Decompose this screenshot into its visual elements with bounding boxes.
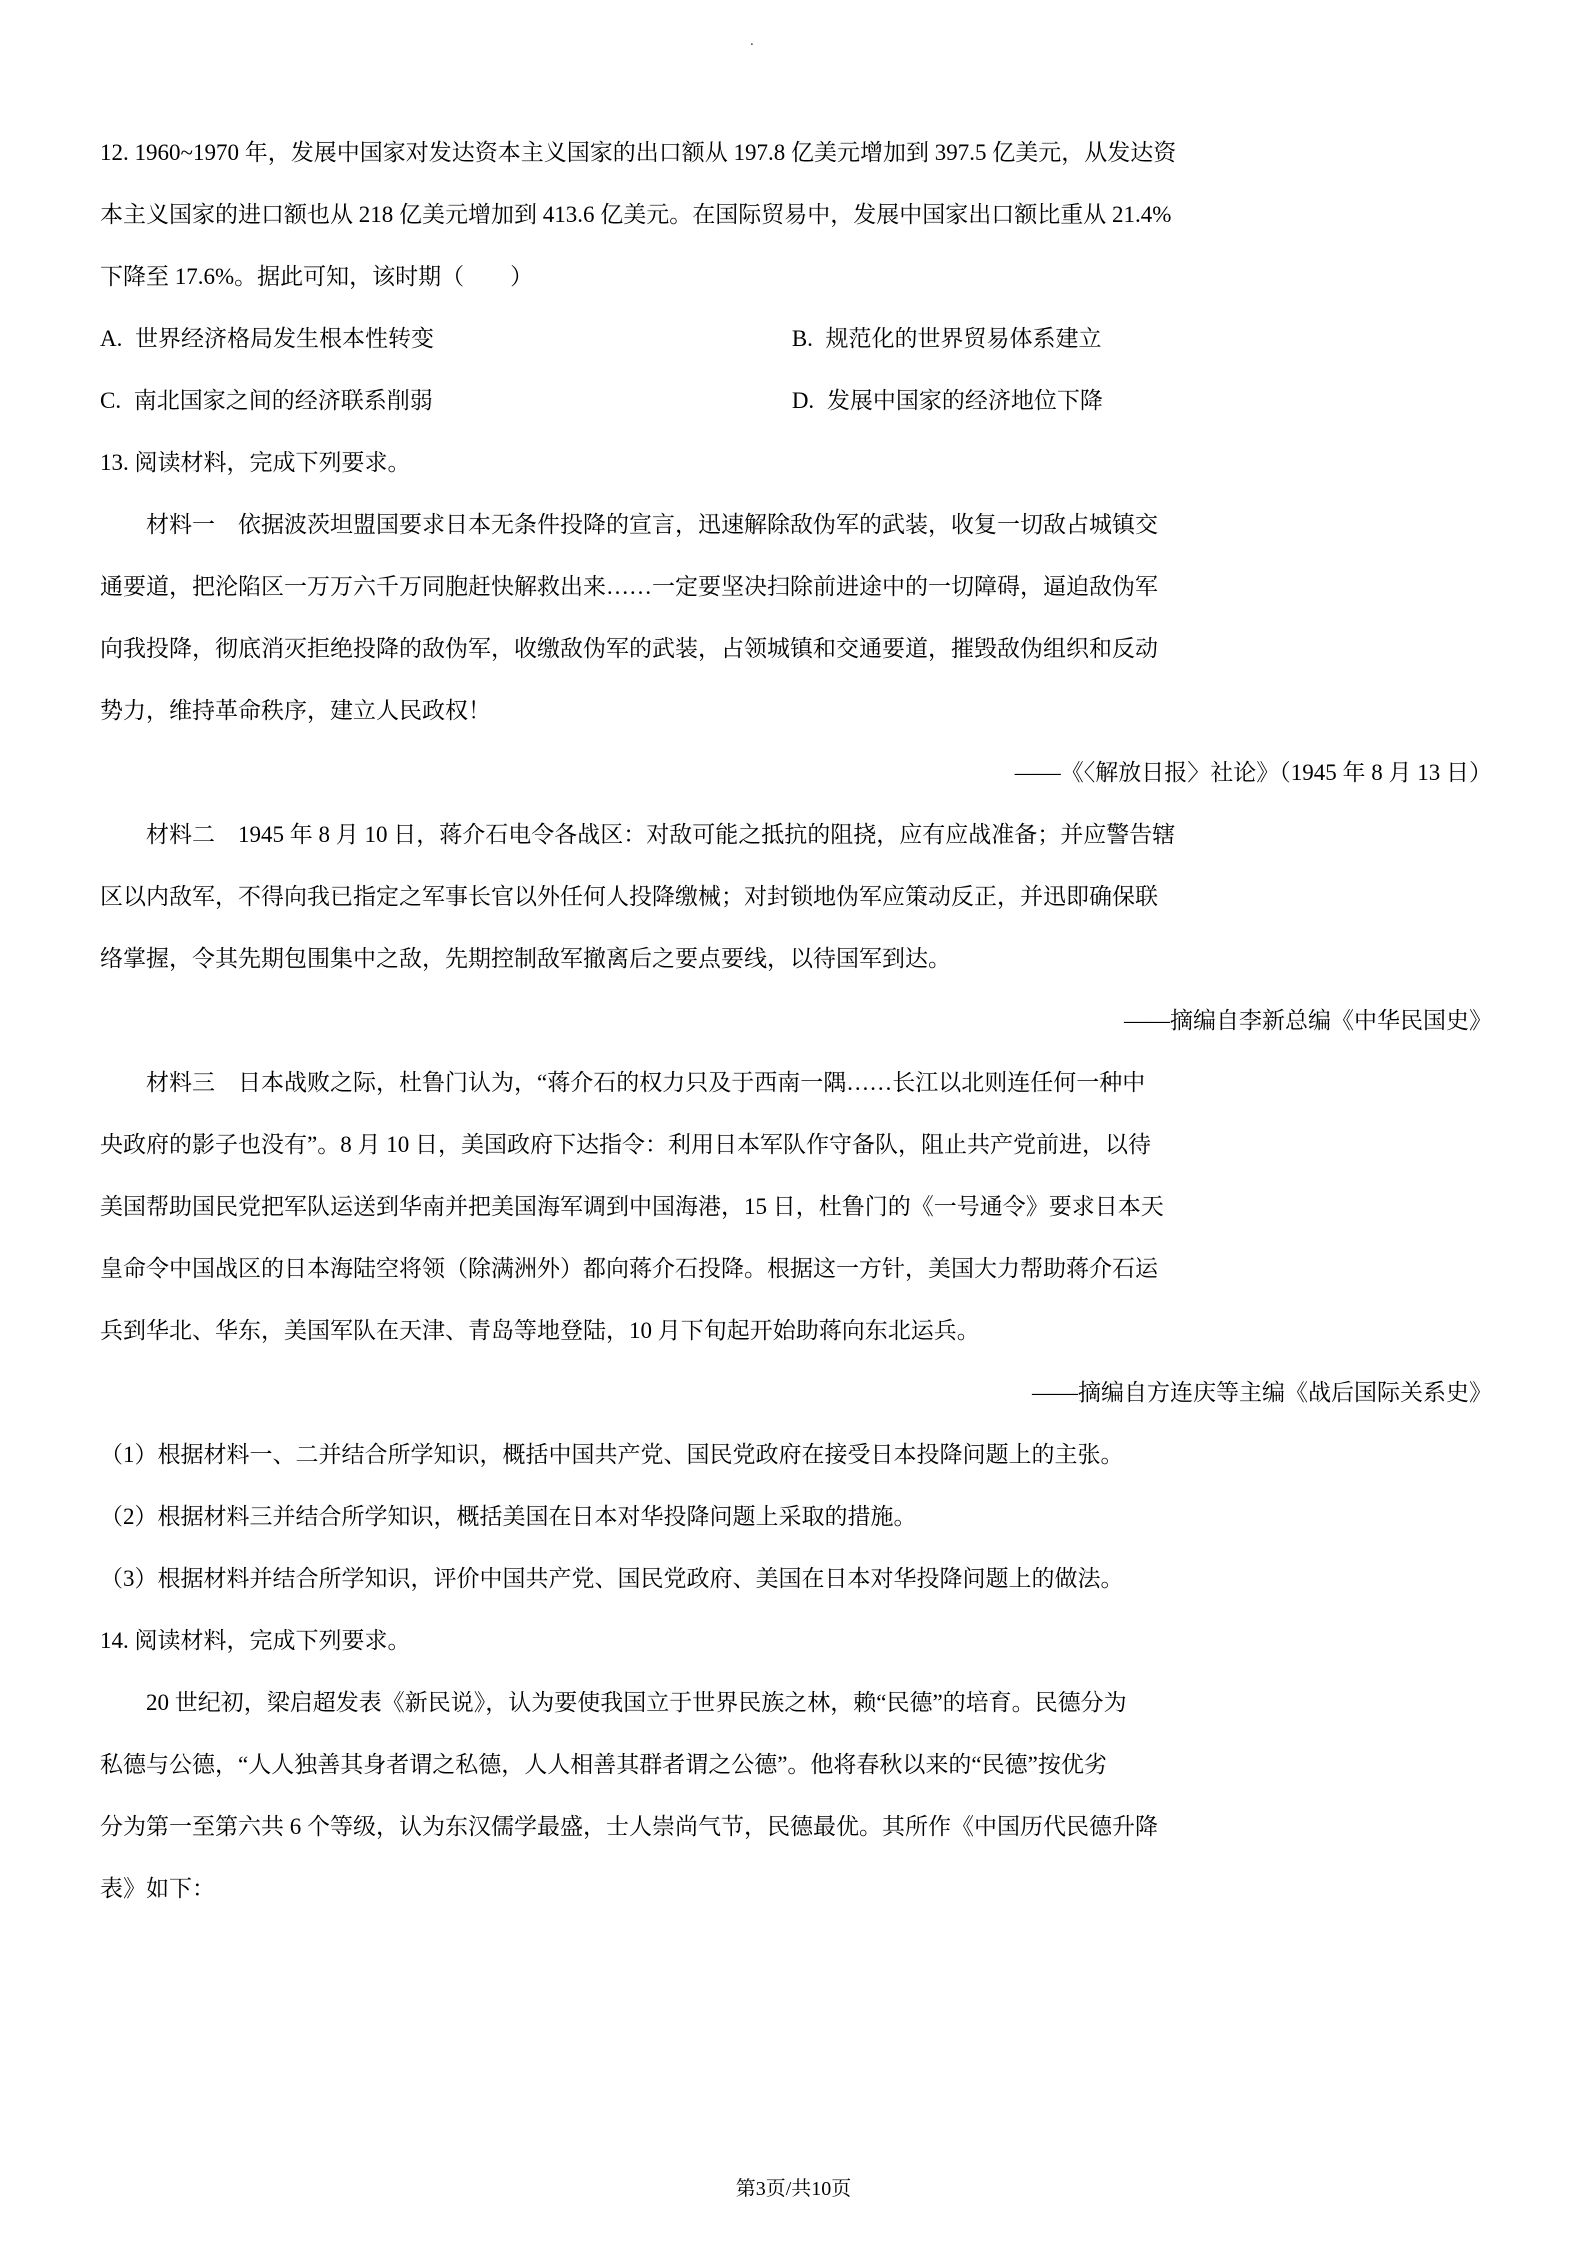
- question-12: [100, 122, 1492, 432]
- option-D-label: D.: [791, 388, 815, 413]
- material-2-source: ——摘编自李新总编《中华民国史》: [1124, 1008, 1492, 1033]
- material-1-line: 向我投降，彻底消灭拒绝投降的敌伪军，收缴敌伪军的武装，占领城镇和交通要道，摧毁敌伪组织和反动: [100, 636, 1158, 661]
- option-B-label: B.: [791, 326, 813, 351]
- q14-paragraph-line: 20 世纪初，梁启超发表《新民说》，认为要使我国立于世界民族之林，赖“民德”的培育。民德分为: [146, 1690, 1127, 1715]
- q13-material-2: [100, 804, 1492, 1052]
- material-1-line: 通要道，把沦陷区一万万六千万同胞赶快解救出来……一定要坚决扫除前进途中的一切障碍，逼迫敌伪军: [100, 574, 1158, 599]
- option-B-text: 规范化的世界贸易体系建立: [825, 326, 1102, 351]
- sub-question: （1）根据材料一、二并结合所学知识，概括中国共产党、国民党政府在接受日本投降问题上的主张。: [100, 1442, 1124, 1467]
- material-3-line: 材料三 日本战败之际，杜鲁门认为，“蒋介石的权力只及于西南一隅……长江以北则连任何一种中: [146, 1070, 1146, 1095]
- q14-intro: 14. 阅读材料，完成下列要求。: [100, 1628, 411, 1653]
- material-3-line: 美国帮助国民党把军队运送到华南并把美国海军调到中国海港，15 日，杜鲁门的《一号通令》要求日本天: [100, 1194, 1164, 1219]
- material-1-line: 势力，维持革命秩序，建立人民政权！: [100, 698, 491, 723]
- q12-stem: [100, 122, 1492, 308]
- material-2-line: 区以内敌军，不得向我已指定之军事长官以外任何人投降缴械；对封锁地伪军应策动反正，并迅即确保联: [100, 884, 1158, 909]
- material-1-source: ——《〈解放日报〉社论》（1945 年 8 月 13 日）: [1014, 760, 1492, 785]
- q13-intro: 13. 阅读材料，完成下列要求。: [100, 450, 411, 475]
- material-3-lines: [100, 1052, 1492, 1362]
- option-C-text: 南北国家之间的经济联系削弱: [133, 388, 433, 413]
- question-13: [100, 432, 1492, 1610]
- q14-paragraph-line: 私德与公德，“人人独善其身者谓之私德，人人相善其群者谓之公德”。他将春秋以来的“民德”按优劣: [100, 1752, 1107, 1777]
- q14-paragraph-line: 表》如下：: [100, 1876, 215, 1901]
- material-2-line: 络掌握，令其先期包围集中之敌，先期控制敌军撤离后之要点要线，以待国军到达。: [100, 946, 951, 971]
- material-3-line: 央政府的影子也没有”。8 月 10 日，美国政府下达指令：利用日本军队作守备队，阻止共产党前进，以待: [100, 1132, 1151, 1157]
- sub-question: （2）根据材料三并结合所学知识，概括美国在日本对华投降问题上采取的措施。: [100, 1504, 917, 1529]
- page-footer: 第3页/共10页: [735, 2178, 852, 2200]
- q13-material-3: [100, 1052, 1492, 1424]
- option-A: [100, 308, 792, 370]
- option-B: [792, 308, 1492, 370]
- option-C-label: C.: [100, 388, 122, 413]
- option-D: [792, 370, 1492, 432]
- sub-question: （3）根据材料并结合所学知识，评价中国共产党、国民党政府、美国在日本对华投降问题上的做法。: [100, 1566, 1124, 1591]
- q14-paragraph-line: 分为第一至第六共 6 个等级，认为东汉儒学最盛，士人崇尚气节，民德最优。其所作《中国历代民德升降: [100, 1814, 1158, 1839]
- material-3-source: ——摘编自方连庆等主编《战后国际关系史》: [1032, 1380, 1492, 1405]
- material-1-lines: [100, 494, 1492, 742]
- material-2-lines: [100, 804, 1492, 990]
- option-D-text: 发展中国家的经济地位下降: [826, 388, 1103, 413]
- q13-material-1: [100, 494, 1492, 804]
- q14-paragraph: [100, 1672, 1492, 1920]
- material-1-line: 材料一 依据波茨坦盟国要求日本无条件投降的宣言，迅速解除敌伪军的武装，收复一切敌占城镇交: [146, 512, 1158, 537]
- material-3-line: 皇命令中国战区的日本海陆空将领（除满洲外）都向蒋介石投降。根据这一方针，美国大力帮助蒋介石运: [100, 1256, 1158, 1281]
- q12-stem-line: 12. 1960~1970 年，发展中国家对发达资本主义国家的出口额从 197.8 亿美元增加到 397.5 亿美元，从发达资: [100, 140, 1177, 165]
- material-2-line: 材料二 1945 年 8 月 10 日，蒋介石电令各战区：对敌可能之抵抗的阻挠，应有应战准备；并应警告辖: [146, 822, 1176, 847]
- q12-options: [100, 308, 1492, 432]
- q12-stem-line: 下降至 17.6%。据此可知，该时期（ ）: [100, 264, 534, 289]
- option-A-label: A.: [100, 326, 123, 351]
- material-3-line: 兵到华北、华东，美国军队在天津、青岛等地登陆，10 月下旬起开始助蒋向东北运兵。: [100, 1318, 980, 1343]
- document-body: [100, 122, 1492, 1920]
- stray-dot-mark: .: [750, 33, 754, 49]
- q12-stem-line: 本主义国家的进口额也从 218 亿美元增加到 413.6 亿美元。在国际贸易中，发展中国家出口额比重从 21.4%: [100, 202, 1172, 227]
- q13-sub-questions: [100, 1424, 1492, 1610]
- option-A-text: 世界经济格局发生根本性转变: [135, 326, 435, 351]
- question-14: [100, 1610, 1492, 1920]
- option-C: [100, 370, 792, 432]
